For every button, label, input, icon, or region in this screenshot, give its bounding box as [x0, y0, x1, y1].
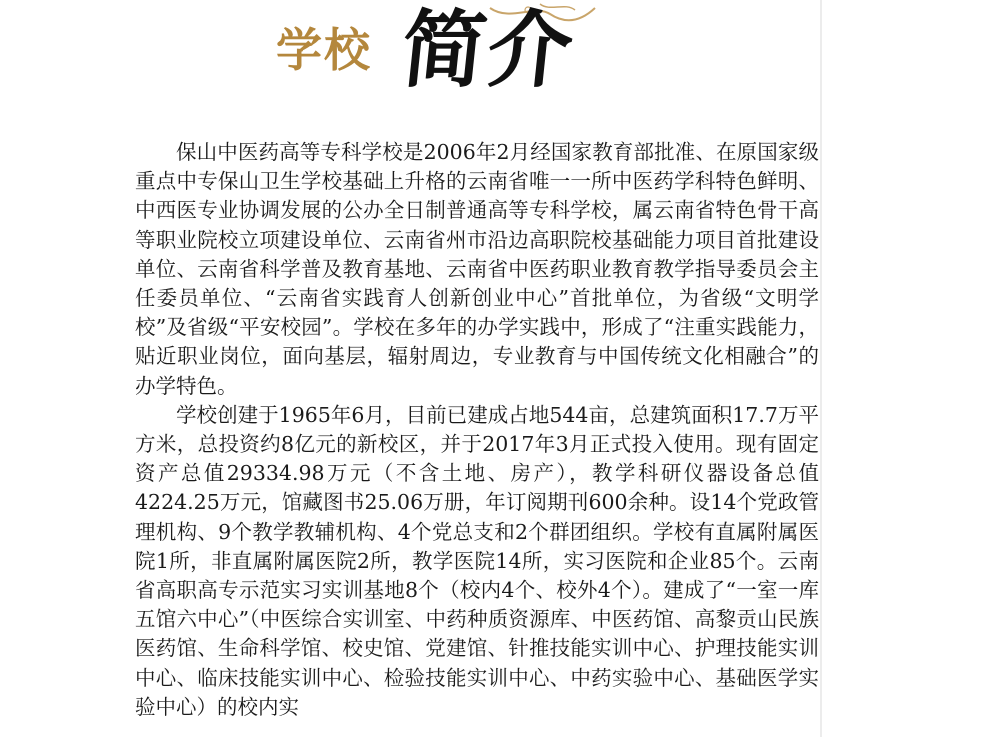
body-text	[135, 138, 819, 722]
heading-title-gold: 学校	[276, 23, 372, 77]
paragraph: 保山中医药高等专科学校是2006年2月经国家教育部批准、在原国家级重点中专保山卫生学校基础上升格的云南省唯一一所中医药学科特色鲜明、中西医专业协调发展的公办全日制普通高等专科学校，属云南省特色骨干高等职业院校立项建设单位、云南省州市沿边高职院校基础能力项目首批建设单位、云南省科学普及教育基地、云南省中医药职业教育教学指导委员会主任委员单位、“云南省实践育人创新创业中心”首批单位，为省级“文明学校”及省级“平安校园”。学校在多年的办学实践中，形成了“注重实践能力，贴近职业岗位，面向基层，辐射周边，专业教育与中国传统文化相融合”的办学特色。	[135, 140, 819, 398]
section-heading	[270, 0, 610, 115]
page-edge-divider	[820, 0, 822, 737]
paragraph: 学校创建于1965年6月，目前已建成占地544亩，总建筑面积17.7万平方米，总投资约8亿元的新校区，并于2017年3月正式投入使用。现有固定资产总值29334.98万元（不含土地、房产），教学科研仪器设备总值4224.25万元，馆藏图书25.06万册，年订阅期刊600余种。设14个党政管理机构、9个教学教辅机构、4个党总支和2个群团组织。学校有直属附属医院1所，非直属附属医院2所，教学医院14所，实习医院和企业85个。云南省高职高专示范实习实训基地8个（校内4个、校外4个）。建成了“一室一库五馆六中心”（中医综合实训室、中药种质资源库、中医药馆、高黎贡山民族医药馆、生命科学馆、校史馆、党建馆、针推技能实训中心、护理技能实训中心、临床技能实训中心、检验技能实训中心、中药实验中心、基础医学实验中心）的校内实	[135, 402, 819, 719]
heading-title-calligraphy: 简介	[396, 0, 580, 99]
